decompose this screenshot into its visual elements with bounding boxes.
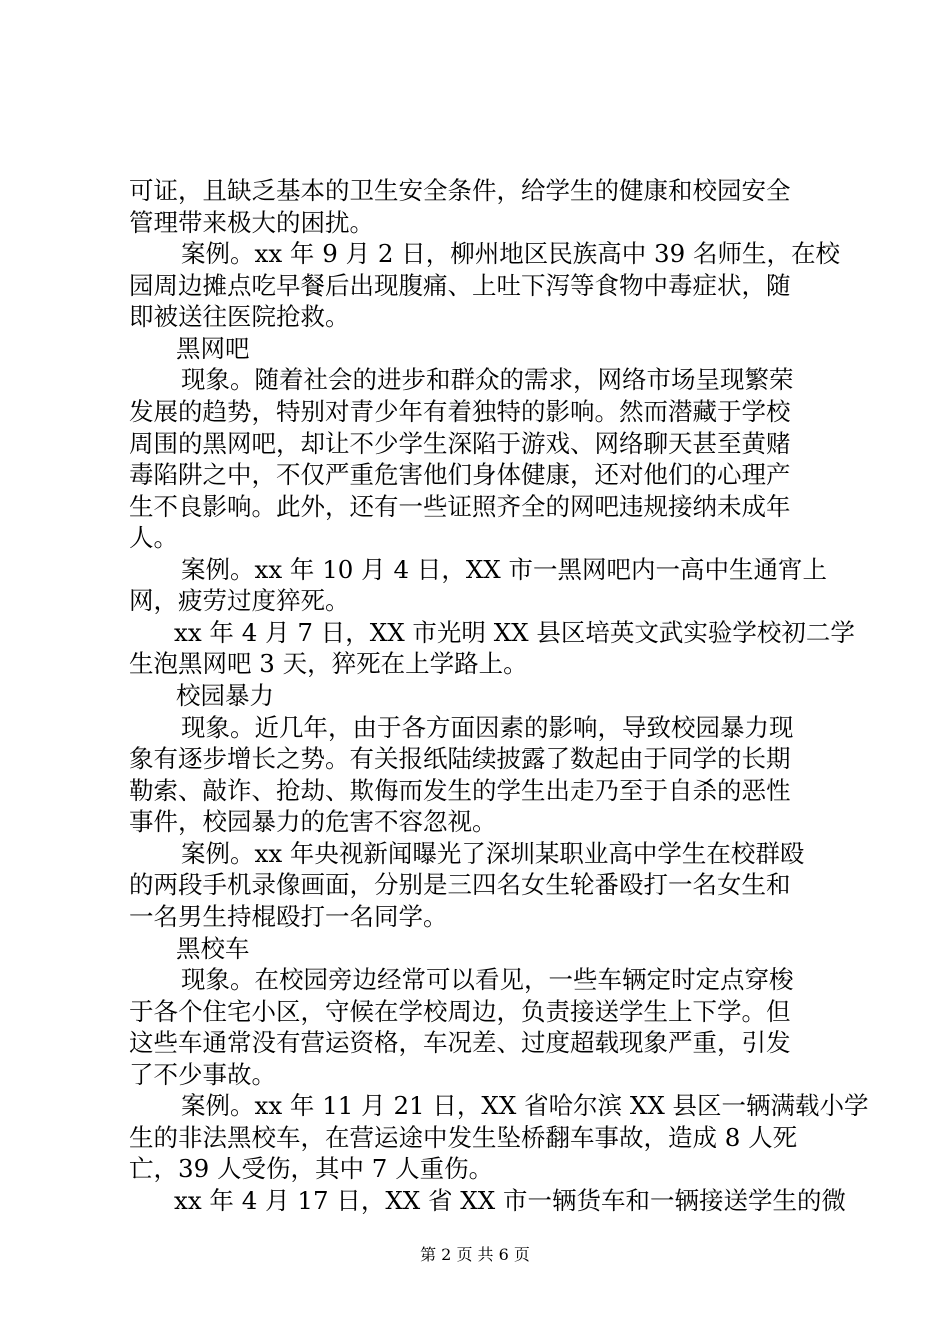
text-line: 即被送往医院抢救。 (129, 302, 350, 331)
text-line: 生泡黑网吧 3 天，猝死在上学路上。 (129, 649, 528, 678)
text-line: 人。 (129, 523, 178, 552)
text-line: xx 年 4 月 7 日，XX 市光明 XX 县区培英文武实验学校初二学 (174, 618, 855, 647)
text-line: 象有逐步增长之势。有关报纸陆续披露了数起由于同学的长期 (129, 744, 791, 773)
text-line: 于各个住宅小区，守候在学校周边，负责接送学生上下学。但 (129, 997, 791, 1026)
text-line: 案例。xx 年 11 月 21 日，XX 省哈尔滨 XX 县区一辆满载小学 (181, 1091, 869, 1120)
text-line: 可证，且缺乏基本的卫生安全条件，给学生的健康和校园安全 (129, 176, 791, 205)
text-line: 管理带来极大的困扰。 (129, 208, 374, 237)
text-line: 毒陷阱之中，不仅严重危害他们身体健康，还对他们的心理产 (129, 460, 791, 489)
text-line: 案例。xx 年 10 月 4 日，XX 市一黑网吧内一高中生通宵上 (181, 555, 828, 584)
text-line: 生不良影响。此外，还有一些证照齐全的网吧违规接纳未成年 (129, 492, 791, 521)
section-heading: 校园暴力 (176, 681, 274, 710)
text-line: 了不少事故。 (129, 1060, 276, 1089)
text-line: 园周边摊点吃早餐后出现腹痛、上吐下泻等食物中毒症状，随 (129, 271, 791, 300)
text-line: 案例。xx 年 9 月 2 日，柳州地区民族高中 39 名师生，在校 (181, 239, 840, 268)
text-line: 亡，39 人受伤，其中 7 人重伤。 (129, 1154, 494, 1183)
text-line: 勒索、敲诈、抢劫、欺侮而发生的学生出走乃至于自杀的恶性 (129, 776, 791, 805)
text-line: 现象。近几年，由于各方面因素的影响，导致校园暴力现 (181, 713, 794, 742)
text-line: 事件，校园暴力的危害不容忽视。 (129, 807, 497, 836)
text-line: 的两段手机录像画面，分别是三四名女生轮番殴打一名女生和 (129, 870, 791, 899)
text-line: xx 年 4 月 17 日，XX 省 XX 市一辆货车和一辆接送学生的微 (174, 1186, 846, 1215)
section-heading: 黑网吧 (176, 334, 250, 363)
section-heading: 黑校车 (176, 934, 250, 963)
text-line: 案例。xx 年央视新闻曝光了深圳某职业高中学生在校群殴 (181, 839, 805, 868)
text-line: 一名男生持棍殴打一名同学。 (129, 902, 448, 931)
page-footer: 第 2 页 共 6 页 (420, 1245, 530, 1264)
text-line: 生的非法黑校车，在营运途中发生坠桥翻车事故，造成 8 人死 (129, 1123, 798, 1152)
text-line: 周围的黑网吧，却让不少学生深陷于游戏、网络聊天甚至黄赌 (129, 429, 791, 458)
text-line: 现象。随着社会的进步和群众的需求，网络市场呈现繁荣 (181, 365, 794, 394)
text-line: 发展的趋势，特别对青少年有着独特的影响。然而潜藏于学校 (129, 397, 791, 426)
text-line: 网，疲劳过度猝死。 (129, 586, 350, 615)
text-line: 现象。在校园旁边经常可以看见，一些车辆定时定点穿梭 (181, 965, 794, 994)
text-line: 这些车通常没有营运资格，车况差、过度超载现象严重，引发 (129, 1028, 791, 1057)
